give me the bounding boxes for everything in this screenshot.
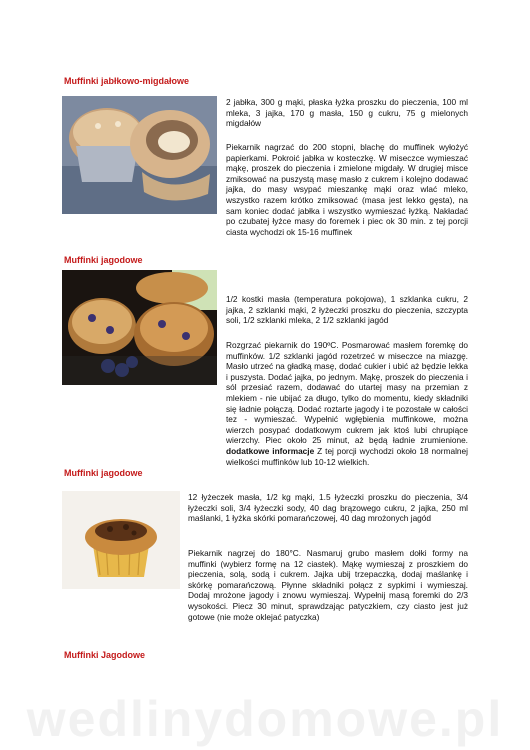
apple-almond-muffin-photo [62,96,217,214]
recipe-instructions: Piekarnik nagrzej do 180°C. Nasmaruj grubo masłem dołki formy na muffinki (wybierz formę na 12 ciastek). Mąkę wymieszaj z proszkiem do pieczenia, solą, sodą i cukrem. Jajka ubij trzepaczką, dodaj maślankę i skórkę pomarańczową. Płynne składniki połącz z sypkimi i wymieszaj. Dodaj mrożone jagody i znowu wymieszaj. Wypełnij masą foremki do 2/3 wysokości. Piecz 30 minut, sprawdzając patyczkiem, czy ciasto jest już gotowe (nie może oklejać patyczka) [188,548,468,622]
recipe-instructions-part [226,340,468,467]
recipe-instructions: Rozgrzać piekarnik do 190ºC. Posmarować masłem foremkę do muffinków. 1/2 szklanki jagód rozetrzeć w miseczce na miazgę. Masło utrzeć na gładką masę, dodać cukier i ubić aż będzie lekka i puszysta. Dodać jajka, po jednym. Mąkę, proszek do pieczenia i sól przesiać razem, dodawać do utartej masy na przemian z mlekiem - nie ubijać za długo, tylko do momentu, kiedy składniki się ładnie połączą. Dodać roztarte jagody i te pozostałe w całości tez - wymieszać. Wypełnić wgłębienia muffinkowe, można wierzch posypać dodatkowym cukrem jak ktoś lubi chrupiące wierzchy. Piec około 25 minut, aż będą ładnie zrumienione. [226,340,468,446]
recipe-title: Muffinki jagodowe [64,255,143,265]
extra-info-label: dodatkowe informacje [226,445,315,456]
watermark: wedlinydomowe.pl [26,691,504,747]
recipe-instructions-part [226,142,468,237]
recipe-ingredients: 12 łyżeczek masła, 1/2 kg mąki, 1.5 łyżeczki proszku do pieczenia, 3/4 łyżeczki soli, 3/4 łyżeczki sody, 40 dag brązowego cukru, 2 jajka, 250 ml maślanki, 1 łyżka skórki pomarańczowej, 40 dag mrożonych jagód [188,492,468,524]
recipe-title: Muffinki jabłkowo-migdałowe [64,76,190,86]
recipe-instructions: Piekarnik nagrzać do 200 stopni, blachę do muffinek wyłożyć papierkami. Pokroić jabłka w kosteczkę. W miseczce wymieszać mąkę, proszek do pieczenia i zmielone migdały. W drugiej misce zmiksować na puszystą masę masło z cukrem i kolejno dodawać jajka, do masy wsypać mieszankę mąki oraz wlać mleko, wszystko razem krótko zmiksować (masa jest lekko gęsta), na sam koniec dodać jabłka i wszystko wymieszać łyżką. Nakładać po czubatej łyżce masy do foremek i piec ok 30 min. z tej porcji ciasta wychodzi ok 15-16 muffinek [226,142,468,237]
extra-info-text: Z tej porcji wychodzi około 18 normalnej wielkości muffinków lub 10-12 wielkich. [226,445,468,467]
blueberry-muffin-photo [62,270,217,385]
recipe-title: Muffinki Jagodowe [64,650,145,660]
recipe-ingredients: 1/2 kostki masła (temperatura pokojowa), 1 szklanka cukru, 2 jajka, 2 szklanki mąki, 2 łyżeczki proszku do pieczenia, szczypta soli, 1/2 szklanki mleka, 2 1/2 szklanki jagód [226,294,468,326]
chocolate-top-muffin-photo [62,491,180,589]
recipe-title: Muffinki jagodowe [64,468,143,478]
recipe-ingredients: 2 jabłka, 300 g mąki, płaska łyżka proszku do pieczenia, 100 ml mleka, 3 jajka, 170 g masła, 150 g cukru, 75 g mielonych migdałów [226,97,468,129]
